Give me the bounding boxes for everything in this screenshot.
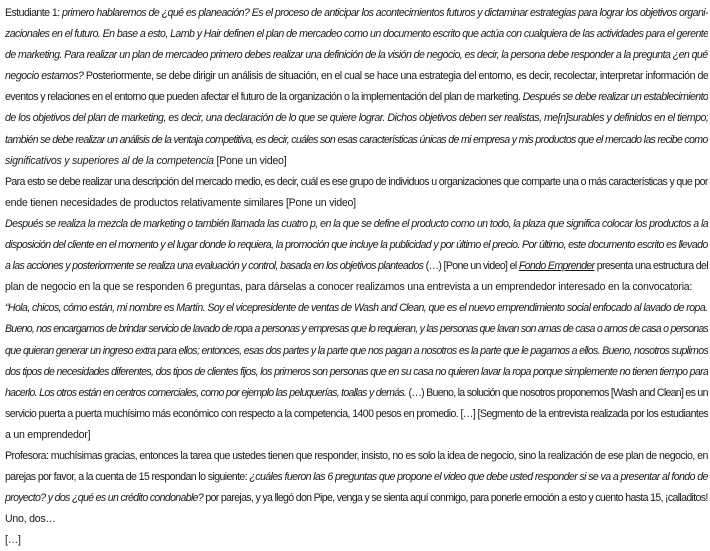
text-segment: Fondo Emprender bbox=[518, 260, 595, 273]
text-segment: plan de negocio en la que se responden 6 preguntas, para dárselas a conocer realizamos una entrevista a un emprendedor interesado en la convocatoria: bbox=[5, 281, 693, 294]
text-segment: hacerlo. Los otros están en centros comerciales, como por ejemplo las peluquerías, toallas y demás. bbox=[5, 386, 409, 399]
text-segment: […] bbox=[5, 534, 21, 547]
transcript-line bbox=[5, 66, 708, 87]
text-segment: (…) [Pone un video] el bbox=[423, 260, 519, 273]
transcript-line bbox=[5, 214, 708, 235]
text-segment: “Hola, chicos, cómo están, mi nombre es Martín. Soy el vicepresidente de ventas de Wash and Clean, que es el nuevo emprendimiento social enfocado al lavado de ropa. bbox=[5, 302, 708, 315]
text-segment: que quieran generar un ingreso extra para ellos; entonces, esas dos partes y la parte que nos pagan a nosotros es la parte que le pagamos a ellos. Bueno, nosotros suplimos bbox=[5, 344, 708, 357]
text-segment: Para esto se debe realizar una descripción del mercado medio, es decir, cuál es ese grupo de individuos u organizaciones que comparte una o más características y que por bbox=[5, 175, 708, 188]
text-segment: Bueno, nos encargamos de brindar servicio de lavado de ropa a personas y empresas que lo requieran, y las personas que lavan son amas de casa o amos de casa o personas bbox=[5, 323, 708, 336]
text-segment: Para realizar un plan de mercadeo primero debes realizar una definición de la visión de negocio, es decir, la persona debe responder a la pregunta ¿en qué bbox=[64, 49, 708, 62]
transcript-line bbox=[5, 45, 708, 66]
transcript-line bbox=[5, 24, 708, 45]
text-segment: Uno, dos… bbox=[5, 513, 56, 526]
text-segment: [Pone un video] bbox=[213, 154, 287, 167]
text-segment: Posteriormente, se debe dirigir un análisis de situación, en el cual se hace una estrategia del entorno, es decir, recolectar, interpretar información de bbox=[83, 70, 708, 83]
transcript-line bbox=[5, 193, 708, 214]
transcript-line bbox=[5, 277, 708, 298]
transcript-line bbox=[5, 172, 708, 193]
text-segment: Estudiante 1: bbox=[5, 7, 62, 19]
text-segment: también se debe realizar un análisis de la ventaja competitiva, es decir, cuáles son esas características únicas de mi empresa y mis productos que el mercado las recibe como bbox=[5, 133, 708, 146]
transcript-line bbox=[5, 3, 708, 24]
text-segment: ende tienen necesidades de productos relativamente similares [Pone un video] bbox=[5, 196, 356, 209]
transcript-line bbox=[5, 509, 708, 530]
transcript-line bbox=[5, 87, 708, 108]
transcript-line bbox=[5, 446, 708, 467]
text-segment: disposición del cliente en el momento y el lugar donde lo requiera, la promoción que incluye la publicidad y por último el precio. Por último, este documento escrito es llevado bbox=[5, 239, 708, 252]
text-segment: eventos y relaciones en el entorno que pueden afectar el futuro de la organización o la implementación del plan de marketing. bbox=[5, 91, 523, 104]
text-segment: primero hablaremos de ¿qué es planeación? Es el proceso de anticipar los acontecimientos futuros y dictaminar estrategias para lograr los objetivos organi- bbox=[61, 7, 708, 19]
transcript-line bbox=[5, 383, 708, 404]
text-segment: dos tipos de necesidades diferentes, dos tipos de clientes fijos, los primeros son personas que en su casa no quieren lavar la ropa porque simplemente no tienen tiempo para bbox=[5, 365, 708, 378]
text-segment: servicio puerta a puerta muchísimo más económico con respecto a la competencia, 1400 pesos en promedio. […] [Segmento de la entrevista realizada por los estudiantes bbox=[5, 407, 708, 420]
text-segment: zacionales en el futuro. En base a esto, Lamb y Hair definen el plan de mercadeo como un documento escrito que actúa con cualquiera de las actividades para el gerente bbox=[5, 28, 708, 41]
text-segment: a las acciones y posteriormente se realiza una evaluación y control, basada en los objetivos planteados bbox=[5, 260, 424, 273]
transcript-line bbox=[5, 130, 708, 151]
transcript-line bbox=[5, 467, 708, 488]
transcript-line bbox=[5, 341, 708, 362]
text-segment: (…) Bueno, la solución que nosotros proponemos [Wash and Clean] es un bbox=[408, 386, 708, 399]
transcript-line bbox=[5, 151, 708, 172]
text-segment: parejas por favor, a la cuenta de 15 respondan lo siguiente: bbox=[5, 471, 250, 484]
transcript-line bbox=[5, 425, 708, 446]
transcript-line bbox=[5, 298, 708, 319]
text-segment: Profesora: muchísimas gracias, entonces la tarea que ustedes tienen que responder, insisto, no es solo la idea de negocio, sino la realización de ese plan de negocio, en bbox=[5, 449, 708, 462]
text-segment: por parejas, y ya llegó don Pipe, venga y se sienta aquí conmigo, para ponerle emoción a esto y cuento hasta 15, ¡calladitos! bbox=[203, 492, 708, 505]
text-segment: ¿cuáles fueron las 6 preguntas que propone el video que debe usted responder si se va a presentar al fondo de bbox=[249, 471, 708, 484]
transcript-line bbox=[5, 319, 708, 340]
text-segment: de los objetivos del plan de marketing, es decir, una declaración de lo que se quiere lograr. Dichos objetivos deben ser realistas, me[n]surables y definidos en el tiempo; bbox=[5, 112, 708, 125]
transcript-line bbox=[5, 530, 708, 551]
transcript-line bbox=[5, 108, 708, 129]
text-segment: Después se realiza la mezcla de marketing o también llamada las cuatro p, en la que se define el producto como un todo, la plaza que significa colocar los productos a la bbox=[5, 217, 708, 230]
text-segment: de marketing. bbox=[5, 49, 65, 62]
text-segment: Después se debe realizar un establecimiento bbox=[522, 91, 708, 104]
text-segment: proyecto? y dos ¿qué es un crédito condonable? bbox=[5, 492, 204, 505]
text-segment: a un emprendedor] bbox=[5, 428, 91, 441]
transcript-line bbox=[5, 488, 708, 509]
transcript-line bbox=[5, 235, 708, 256]
text-segment: negocio estamos? bbox=[5, 70, 84, 83]
transcript-line bbox=[5, 256, 708, 277]
transcript-line bbox=[5, 362, 708, 383]
transcript-line bbox=[5, 404, 708, 425]
text-segment: significativos y superiores al de la competencia bbox=[5, 154, 214, 167]
text-segment: presenta una estructura del bbox=[594, 260, 708, 273]
